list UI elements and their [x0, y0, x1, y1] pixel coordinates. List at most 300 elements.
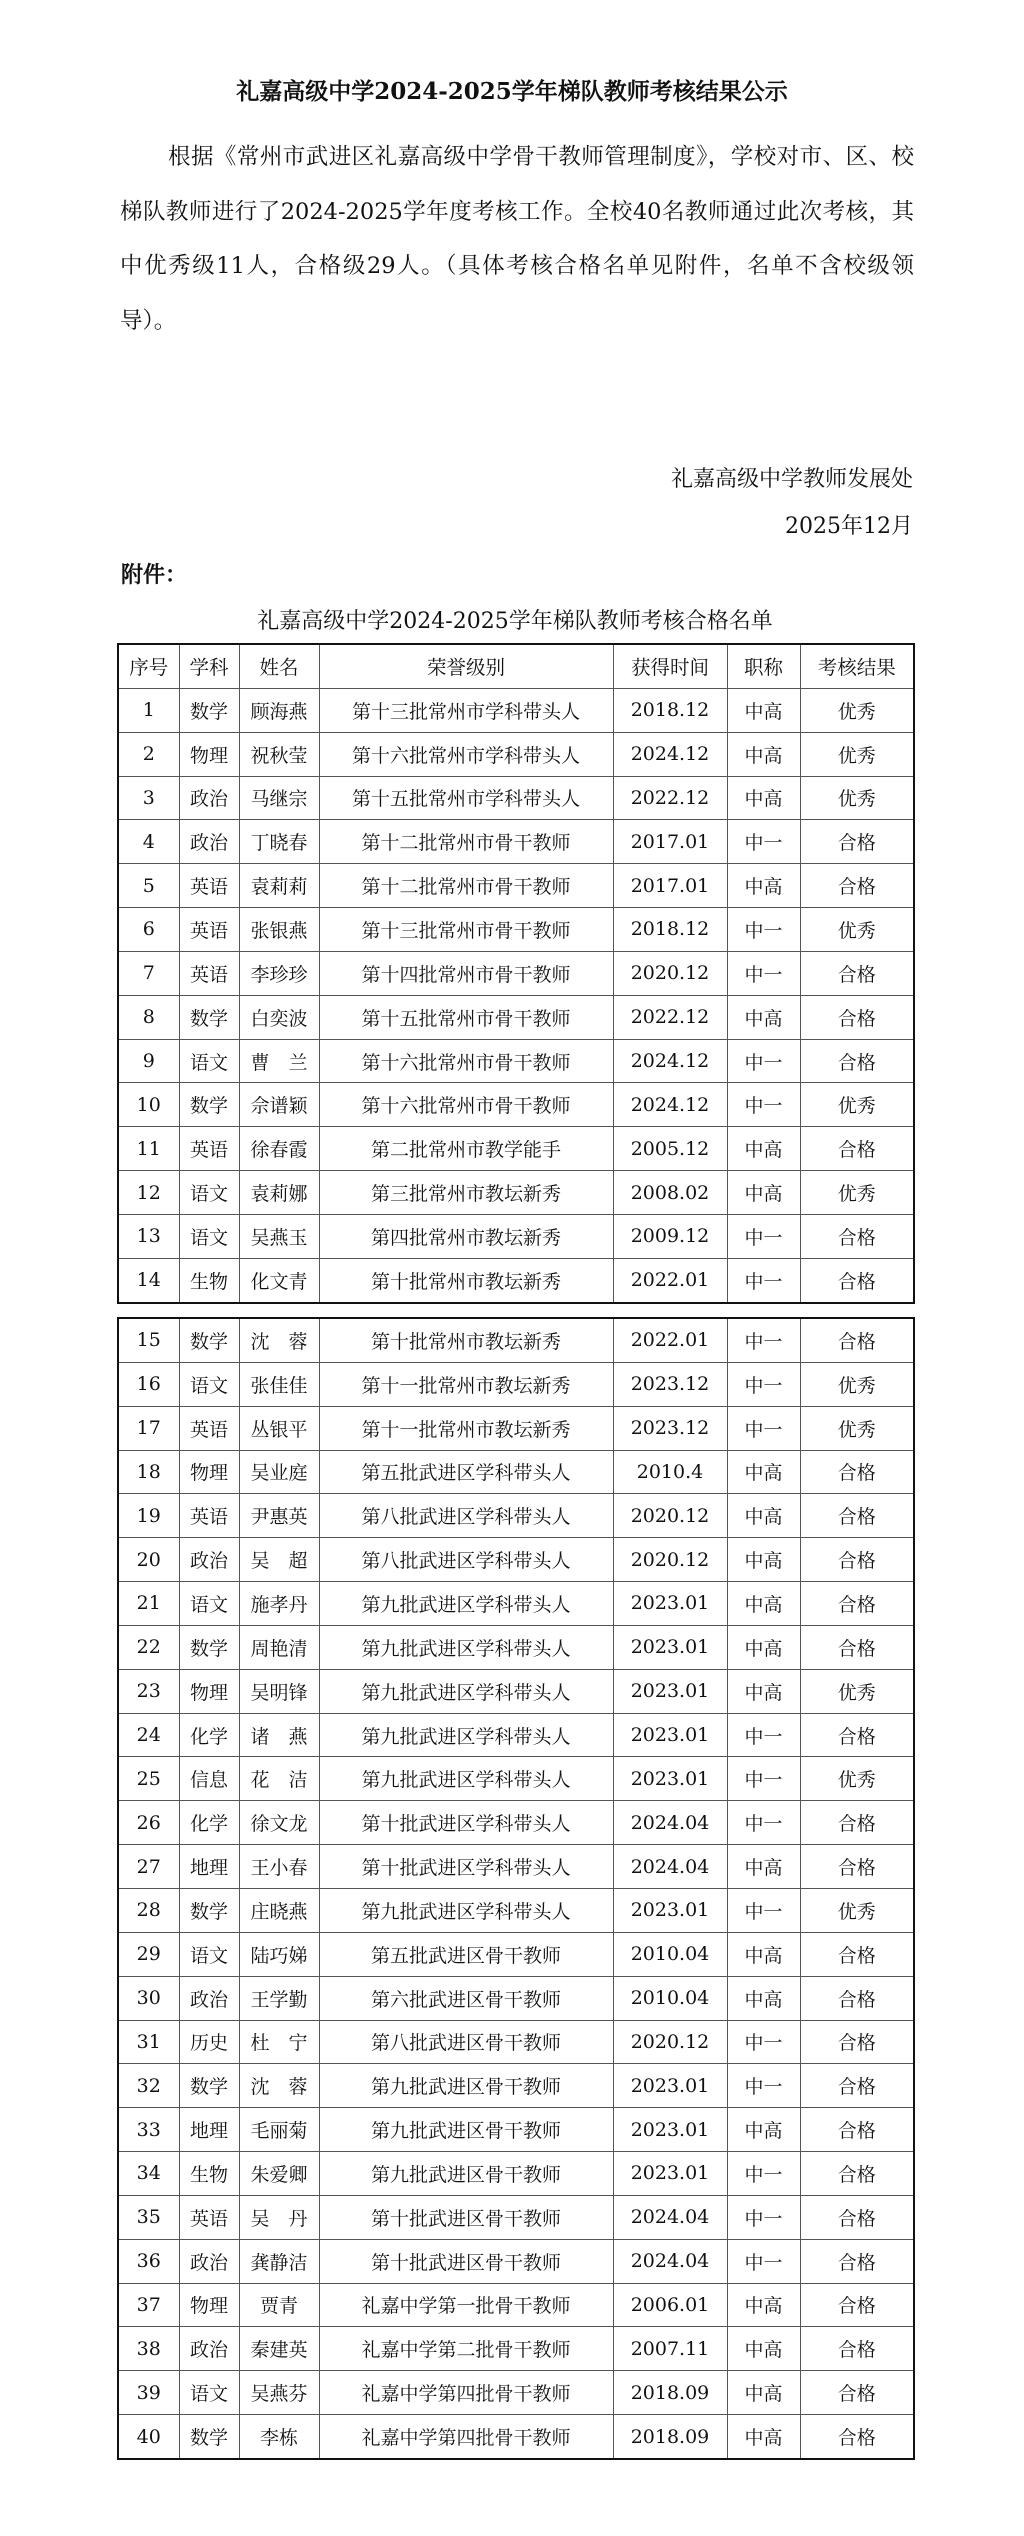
cell-award-date: 2008.02 [613, 1171, 727, 1215]
cell-index: 14 [118, 1258, 179, 1302]
cell-title-rank: 中一 [727, 1713, 800, 1757]
cell-honor-level: 礼嘉中学第四批骨干教师 [319, 2415, 613, 2459]
cell-award-date: 2005.12 [613, 1127, 727, 1171]
table-row [118, 1083, 914, 1127]
cell-honor-level: 第十二批常州市骨干教师 [319, 820, 613, 864]
cell-subject: 数学 [179, 1888, 239, 1932]
cell-honor-level: 第十一批常州市教坛新秀 [319, 1362, 613, 1406]
cell-subject: 地理 [179, 1845, 239, 1889]
cell-title-rank: 中一 [727, 1258, 800, 1302]
cell-name: 朱爱卿 [239, 2152, 319, 2196]
cell-name: 秦建英 [239, 2327, 319, 2371]
cell-subject: 英语 [179, 864, 239, 908]
cell-name: 王小春 [239, 1845, 319, 1889]
cell-result: 合格 [800, 2108, 914, 2152]
cell-title-rank: 中高 [727, 1171, 800, 1215]
cell-name: 杜 宁 [239, 2020, 319, 2064]
cell-subject: 化学 [179, 1713, 239, 1757]
cell-title-rank: 中一 [727, 2152, 800, 2196]
cell-title-rank: 中一 [727, 1318, 800, 1362]
cell-subject: 政治 [179, 776, 239, 820]
cell-subject: 政治 [179, 2327, 239, 2371]
cell-subject: 语文 [179, 1171, 239, 1215]
cell-result: 合格 [800, 1976, 914, 2020]
table-row [118, 864, 914, 908]
cell-result: 合格 [800, 1214, 914, 1258]
cell-name: 花 洁 [239, 1757, 319, 1801]
cell-award-date: 2020.12 [613, 951, 727, 995]
cell-index: 3 [118, 776, 179, 820]
table-row [118, 1362, 914, 1406]
cell-name: 吴业庭 [239, 1450, 319, 1494]
cell-award-date: 2024.04 [613, 1845, 727, 1889]
cell-subject: 英语 [179, 1494, 239, 1538]
cell-subject: 物理 [179, 1450, 239, 1494]
cell-award-date: 2023.01 [613, 1757, 727, 1801]
table-row [118, 2327, 914, 2371]
table-row [118, 908, 914, 952]
cell-award-date: 2023.01 [613, 1888, 727, 1932]
cell-subject: 英语 [179, 951, 239, 995]
cell-result: 合格 [800, 1450, 914, 1494]
cell-name: 诸 燕 [239, 1713, 319, 1757]
cell-result: 合格 [800, 2064, 914, 2108]
cell-award-date: 2020.12 [613, 2020, 727, 2064]
table-row [118, 2415, 914, 2459]
cell-title-rank: 中高 [727, 1450, 800, 1494]
cell-name: 毛丽菊 [239, 2108, 319, 2152]
cell-index: 19 [118, 1494, 179, 1538]
table-row [118, 1258, 914, 1302]
cell-title-rank: 中高 [727, 2415, 800, 2459]
header-title-rank: 职称 [727, 644, 800, 688]
cell-name: 白奕波 [239, 995, 319, 1039]
table-row [118, 1406, 914, 1450]
cell-subject: 数学 [179, 688, 239, 732]
cell-honor-level: 第九批武进区学科带头人 [319, 1669, 613, 1713]
cell-index: 36 [118, 2239, 179, 2283]
cell-index: 12 [118, 1171, 179, 1215]
roster-body-part-1 [118, 688, 914, 1302]
notice-body-paragraph: 根据《常州市武进区礼嘉高级中学骨干教师管理制度》，学校对市、区、校梯队教师进行了2024-2025学年度考核工作。全校40名教师通过此次考核，其中优秀级11人，合格级29人。（具体考核合格名单见附件，名单不含校级领导）。 [120, 144, 914, 334]
cell-subject: 政治 [179, 820, 239, 864]
cell-result: 合格 [800, 1582, 914, 1626]
table-caption: 礼嘉高级中学2024-2025学年梯队教师考核合格名单 [257, 609, 773, 634]
cell-title-rank: 中高 [727, 1845, 800, 1889]
cell-subject: 数学 [179, 2064, 239, 2108]
cell-index: 23 [118, 1669, 179, 1713]
cell-result: 优秀 [800, 1083, 914, 1127]
table-row [118, 1318, 914, 1362]
cell-award-date: 2024.12 [613, 1039, 727, 1083]
table-header-row [118, 644, 914, 688]
cell-title-rank: 中一 [727, 1214, 800, 1258]
cell-name: 丁晓春 [239, 820, 319, 864]
cell-subject: 数学 [179, 1318, 239, 1362]
cell-index: 37 [118, 2283, 179, 2327]
cell-result: 合格 [800, 1932, 914, 1976]
cell-award-date: 2010.04 [613, 1932, 727, 1976]
cell-name: 徐春霞 [239, 1127, 319, 1171]
cell-title-rank: 中一 [727, 951, 800, 995]
cell-index: 27 [118, 1845, 179, 1889]
cell-result: 合格 [800, 2371, 914, 2415]
cell-name: 袁莉娜 [239, 1171, 319, 1215]
cell-honor-level: 第十批武进区骨干教师 [319, 2195, 613, 2239]
table-row [118, 1757, 914, 1801]
header-name: 姓名 [239, 644, 319, 688]
cell-honor-level: 第九批武进区学科带头人 [319, 1888, 613, 1932]
cell-index: 39 [118, 2371, 179, 2415]
cell-index: 4 [118, 820, 179, 864]
cell-result: 合格 [800, 2195, 914, 2239]
table-row [118, 2152, 914, 2196]
cell-title-rank: 中一 [727, 820, 800, 864]
cell-title-rank: 中高 [727, 2283, 800, 2327]
cell-subject: 物理 [179, 1669, 239, 1713]
table-row [118, 688, 914, 732]
cell-result: 合格 [800, 1538, 914, 1582]
cell-honor-level: 第五批武进区骨干教师 [319, 1932, 613, 1976]
cell-index: 18 [118, 1450, 179, 1494]
cell-honor-level: 第十六批常州市学科带头人 [319, 732, 613, 776]
table-row [118, 1669, 914, 1713]
cell-title-rank: 中一 [727, 2064, 800, 2108]
cell-name: 吴 丹 [239, 2195, 319, 2239]
cell-honor-level: 第六批武进区骨干教师 [319, 1976, 613, 2020]
cell-honor-level: 礼嘉中学第一批骨干教师 [319, 2283, 613, 2327]
cell-index: 31 [118, 2020, 179, 2064]
cell-result: 优秀 [800, 1362, 914, 1406]
cell-subject: 政治 [179, 1538, 239, 1582]
cell-index: 33 [118, 2108, 179, 2152]
cell-index: 35 [118, 2195, 179, 2239]
cell-award-date: 2017.01 [613, 820, 727, 864]
cell-title-rank: 中高 [727, 1932, 800, 1976]
cell-result: 合格 [800, 1258, 914, 1302]
cell-name: 沈 蓉 [239, 2064, 319, 2108]
cell-honor-level: 第八批武进区骨干教师 [319, 2020, 613, 2064]
table-row [118, 1127, 914, 1171]
cell-index: 7 [118, 951, 179, 995]
notice-title: 礼嘉高级中学2024-2025学年梯队教师考核结果公示 [236, 78, 788, 105]
cell-name: 贾青 [239, 2283, 319, 2327]
cell-award-date: 2023.01 [613, 2108, 727, 2152]
cell-honor-level: 第三批常州市教坛新秀 [319, 1171, 613, 1215]
cell-subject: 语文 [179, 1214, 239, 1258]
cell-name: 马继宗 [239, 776, 319, 820]
table-row [118, 1450, 914, 1494]
cell-index: 40 [118, 2415, 179, 2459]
cell-result: 合格 [800, 1127, 914, 1171]
cell-result: 合格 [800, 864, 914, 908]
cell-result: 合格 [800, 1801, 914, 1845]
table-row [118, 1888, 914, 1932]
cell-honor-level: 第十批武进区学科带头人 [319, 1801, 613, 1845]
cell-name: 周艳清 [239, 1625, 319, 1669]
cell-index: 15 [118, 1318, 179, 1362]
cell-award-date: 2023.12 [613, 1406, 727, 1450]
cell-subject: 历史 [179, 2020, 239, 2064]
cell-award-date: 2023.01 [613, 1713, 727, 1757]
cell-honor-level: 第九批武进区学科带头人 [319, 1582, 613, 1626]
table-row [118, 2020, 914, 2064]
cell-result: 优秀 [800, 1888, 914, 1932]
cell-award-date: 2020.12 [613, 1538, 727, 1582]
cell-honor-level: 第二批常州市教学能手 [319, 1127, 613, 1171]
cell-result: 合格 [800, 1494, 914, 1538]
header-honor-level: 荣誉级别 [319, 644, 613, 688]
cell-result: 优秀 [800, 1406, 914, 1450]
table-row [118, 1932, 914, 1976]
cell-award-date: 2018.12 [613, 688, 727, 732]
cell-index: 30 [118, 1976, 179, 2020]
table-row [118, 1171, 914, 1215]
cell-honor-level: 第十批常州市教坛新秀 [319, 1258, 613, 1302]
cell-honor-level: 礼嘉中学第二批骨干教师 [319, 2327, 613, 2371]
cell-subject: 政治 [179, 2239, 239, 2283]
cell-title-rank: 中一 [727, 1039, 800, 1083]
cell-result: 合格 [800, 2415, 914, 2459]
cell-award-date: 2024.04 [613, 1801, 727, 1845]
cell-name: 袁莉莉 [239, 864, 319, 908]
cell-name: 吴明锋 [239, 1669, 319, 1713]
cell-honor-level: 第九批武进区骨干教师 [319, 2064, 613, 2108]
cell-result: 合格 [800, 2283, 914, 2327]
cell-result: 优秀 [800, 732, 914, 776]
cell-award-date: 2023.01 [613, 1625, 727, 1669]
cell-title-rank: 中一 [727, 1362, 800, 1406]
table-row [118, 2283, 914, 2327]
header-result: 考核结果 [800, 644, 914, 688]
cell-award-date: 2023.01 [613, 2064, 727, 2108]
cell-index: 25 [118, 1757, 179, 1801]
cell-title-rank: 中一 [727, 1801, 800, 1845]
cell-award-date: 2023.01 [613, 1669, 727, 1713]
cell-honor-level: 第十批武进区骨干教师 [319, 2239, 613, 2283]
cell-title-rank: 中高 [727, 732, 800, 776]
cell-result: 合格 [800, 1845, 914, 1889]
cell-index: 16 [118, 1362, 179, 1406]
cell-name: 王学勤 [239, 1976, 319, 2020]
table-row [118, 2239, 914, 2283]
cell-result: 合格 [800, 1625, 914, 1669]
cell-name: 尹惠英 [239, 1494, 319, 1538]
cell-award-date: 2022.12 [613, 995, 727, 1039]
cell-award-date: 2023.01 [613, 2152, 727, 2196]
cell-award-date: 2022.12 [613, 776, 727, 820]
table-row [118, 2108, 914, 2152]
table-row [118, 732, 914, 776]
cell-index: 8 [118, 995, 179, 1039]
cell-honor-level: 第十五批常州市学科带头人 [319, 776, 613, 820]
cell-title-rank: 中高 [727, 1582, 800, 1626]
cell-title-rank: 中一 [727, 1888, 800, 1932]
cell-award-date: 2009.12 [613, 1214, 727, 1258]
cell-subject: 英语 [179, 1406, 239, 1450]
cell-honor-level: 第十二批常州市骨干教师 [319, 864, 613, 908]
cell-title-rank: 中一 [727, 1757, 800, 1801]
cell-result: 优秀 [800, 1757, 914, 1801]
table-row [118, 1538, 914, 1582]
table-row [118, 1976, 914, 2020]
cell-name: 吴 超 [239, 1538, 319, 1582]
header-index: 序号 [118, 644, 179, 688]
cell-name: 施孝丹 [239, 1582, 319, 1626]
table-row [118, 776, 914, 820]
cell-honor-level: 第十六批常州市骨干教师 [319, 1083, 613, 1127]
cell-name: 吴燕玉 [239, 1214, 319, 1258]
cell-title-rank: 中一 [727, 2020, 800, 2064]
cell-name: 张佳佳 [239, 1362, 319, 1406]
header-award-date: 获得时间 [613, 644, 727, 688]
cell-honor-level: 第九批武进区骨干教师 [319, 2108, 613, 2152]
cell-name: 张银燕 [239, 908, 319, 952]
cell-result: 优秀 [800, 1171, 914, 1215]
cell-index: 24 [118, 1713, 179, 1757]
cell-index: 11 [118, 1127, 179, 1171]
table-row [118, 1582, 914, 1626]
cell-index: 17 [118, 1406, 179, 1450]
cell-subject: 数学 [179, 1083, 239, 1127]
cell-honor-level: 礼嘉中学第四批骨干教师 [319, 2371, 613, 2415]
cell-title-rank: 中高 [727, 776, 800, 820]
cell-result: 合格 [800, 2152, 914, 2196]
cell-title-rank: 中一 [727, 2239, 800, 2283]
roster-table-part-2 [117, 1317, 915, 2460]
cell-result: 合格 [800, 1713, 914, 1757]
table-row [118, 1801, 914, 1845]
cell-result: 合格 [800, 2020, 914, 2064]
cell-award-date: 2024.12 [613, 1083, 727, 1127]
cell-index: 22 [118, 1625, 179, 1669]
cell-name: 丛银平 [239, 1406, 319, 1450]
cell-index: 2 [118, 732, 179, 776]
cell-index: 29 [118, 1932, 179, 1976]
cell-title-rank: 中高 [727, 1669, 800, 1713]
cell-index: 34 [118, 2152, 179, 2196]
cell-index: 6 [118, 908, 179, 952]
cell-subject: 地理 [179, 2108, 239, 2152]
cell-award-date: 2023.01 [613, 1582, 727, 1626]
cell-result: 合格 [800, 2239, 914, 2283]
cell-subject: 物理 [179, 2283, 239, 2327]
cell-index: 26 [118, 1801, 179, 1845]
cell-title-rank: 中高 [727, 2108, 800, 2152]
cell-award-date: 2023.12 [613, 1362, 727, 1406]
cell-subject: 政治 [179, 1976, 239, 2020]
cell-index: 20 [118, 1538, 179, 1582]
cell-award-date: 2024.04 [613, 2239, 727, 2283]
signature-date: 2025年12月 [785, 514, 913, 539]
cell-title-rank: 中高 [727, 995, 800, 1039]
cell-name: 李栋 [239, 2415, 319, 2459]
cell-honor-level: 第五批武进区学科带头人 [319, 1450, 613, 1494]
table-row [118, 1039, 914, 1083]
cell-title-rank: 中高 [727, 2371, 800, 2415]
cell-name: 沈 蓉 [239, 1318, 319, 1362]
cell-award-date: 2018.09 [613, 2371, 727, 2415]
cell-subject: 生物 [179, 2152, 239, 2196]
cell-name: 祝秋莹 [239, 732, 319, 776]
cell-name: 陆巧娣 [239, 1932, 319, 1976]
cell-name: 吴燕芬 [239, 2371, 319, 2415]
cell-subject: 数学 [179, 2415, 239, 2459]
cell-index: 10 [118, 1083, 179, 1127]
cell-honor-level: 第十批武进区学科带头人 [319, 1845, 613, 1889]
cell-subject: 语文 [179, 1932, 239, 1976]
cell-title-rank: 中高 [727, 1976, 800, 2020]
cell-honor-level: 第八批武进区学科带头人 [319, 1494, 613, 1538]
cell-subject: 化学 [179, 1801, 239, 1845]
cell-honor-level: 第九批武进区学科带头人 [319, 1757, 613, 1801]
cell-result: 合格 [800, 1039, 914, 1083]
cell-subject: 语文 [179, 1582, 239, 1626]
cell-subject: 英语 [179, 908, 239, 952]
cell-result: 合格 [800, 995, 914, 1039]
cell-award-date: 2010.4 [613, 1450, 727, 1494]
cell-subject: 英语 [179, 1127, 239, 1171]
cell-subject: 语文 [179, 1362, 239, 1406]
cell-honor-level: 第十三批常州市骨干教师 [319, 908, 613, 952]
cell-title-rank: 中一 [727, 908, 800, 952]
cell-title-rank: 中高 [727, 864, 800, 908]
signature-organization: 礼嘉高级中学教师发展处 [670, 467, 913, 492]
cell-subject: 英语 [179, 2195, 239, 2239]
cell-result: 合格 [800, 2327, 914, 2371]
cell-award-date: 2024.12 [613, 732, 727, 776]
cell-award-date: 2007.11 [613, 2327, 727, 2371]
cell-name: 佘谱颖 [239, 1083, 319, 1127]
cell-index: 9 [118, 1039, 179, 1083]
cell-honor-level: 第十四批常州市骨干教师 [319, 951, 613, 995]
cell-title-rank: 中高 [727, 1127, 800, 1171]
cell-name: 庄晓燕 [239, 1888, 319, 1932]
cell-index: 1 [118, 688, 179, 732]
cell-name: 化文青 [239, 1258, 319, 1302]
table-row [118, 820, 914, 864]
cell-result: 合格 [800, 951, 914, 995]
cell-result: 合格 [800, 1318, 914, 1362]
table-row [118, 1845, 914, 1889]
table-row [118, 2195, 914, 2239]
cell-award-date: 2010.04 [613, 1976, 727, 2020]
cell-honor-level: 第九批武进区学科带头人 [319, 1713, 613, 1757]
cell-index: 5 [118, 864, 179, 908]
cell-name: 顾海燕 [239, 688, 319, 732]
cell-subject: 数学 [179, 995, 239, 1039]
cell-subject: 语文 [179, 2371, 239, 2415]
cell-honor-level: 第四批常州市教坛新秀 [319, 1214, 613, 1258]
cell-name: 曹 兰 [239, 1039, 319, 1083]
cell-subject: 物理 [179, 732, 239, 776]
roster-body-part-2 [118, 1318, 914, 2459]
attachment-label: 附件： [121, 562, 188, 588]
cell-honor-level: 第九批武进区骨干教师 [319, 2152, 613, 2196]
cell-honor-level: 第十一批常州市教坛新秀 [319, 1406, 613, 1450]
cell-result: 优秀 [800, 1669, 914, 1713]
cell-index: 32 [118, 2064, 179, 2108]
cell-award-date: 2018.09 [613, 2415, 727, 2459]
cell-honor-level: 第十五批常州市骨干教师 [319, 995, 613, 1039]
table-row [118, 1214, 914, 1258]
cell-award-date: 2024.04 [613, 2195, 727, 2239]
cell-award-date: 2018.12 [613, 908, 727, 952]
cell-subject: 语文 [179, 1039, 239, 1083]
table-row [118, 1713, 914, 1757]
cell-award-date: 2017.01 [613, 864, 727, 908]
cell-award-date: 2022.01 [613, 1318, 727, 1362]
